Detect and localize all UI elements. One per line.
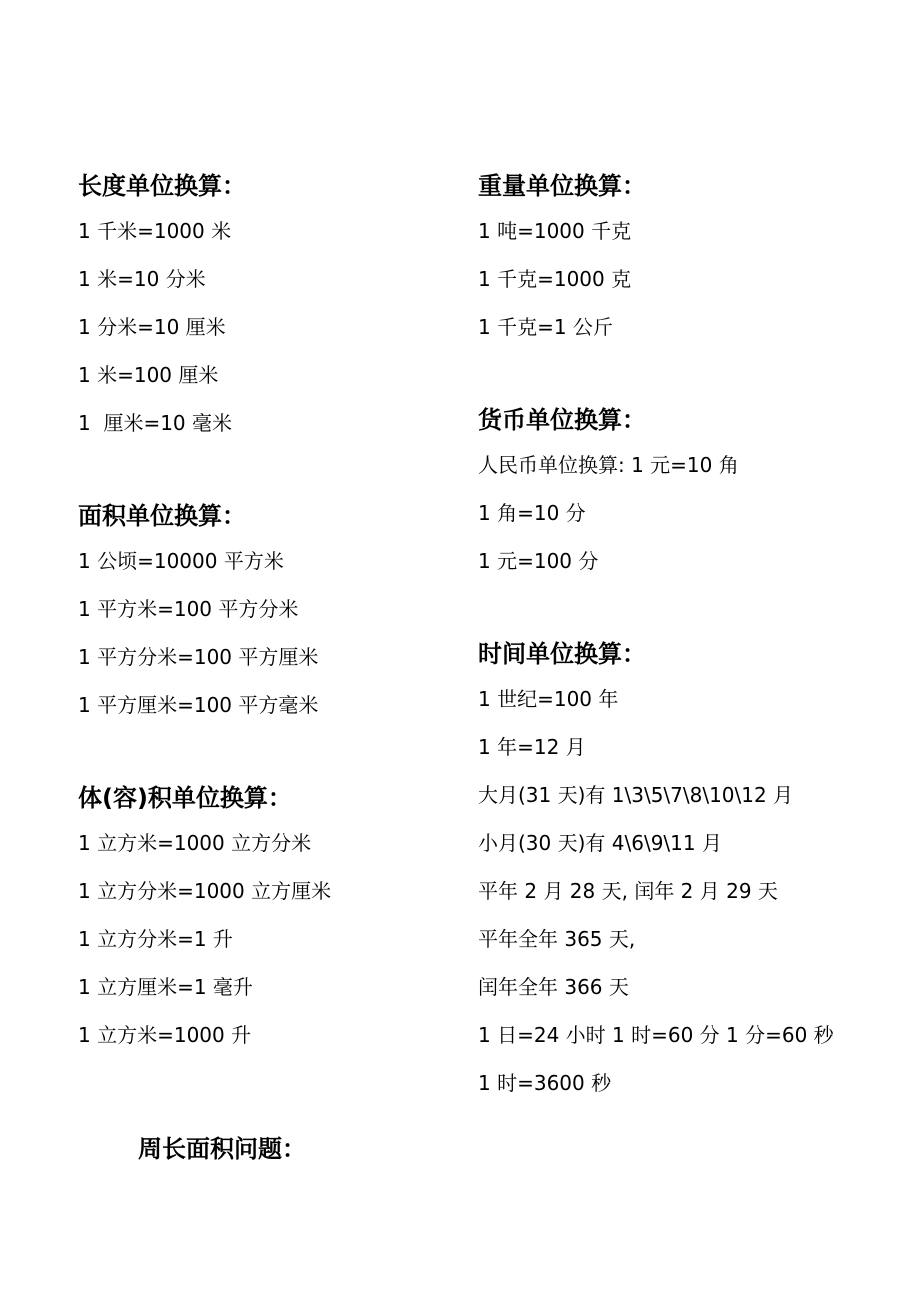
volume-line-2: 1 立方分米=1000 立方厘米 <box>78 879 332 903</box>
area-section <box>78 495 458 729</box>
time-section <box>478 633 898 1107</box>
length-heading: 长度单位换算： <box>78 172 246 200</box>
length-line-2: 1 米=10 分米 <box>78 267 206 291</box>
spacer <box>478 585 898 633</box>
weight-line-3: 1 千克=1 公斤 <box>478 315 613 339</box>
time-line-4: 小月(30 天)有 4\6\9\11 月 <box>478 831 722 855</box>
weight-line-2: 1 千克=1000 克 <box>478 267 632 291</box>
volume-line-5: 1 立方米=1000 升 <box>78 1023 252 1047</box>
currency-line-2: 1 角=10 分 <box>478 501 586 525</box>
area-line-3: 1 平方分米=100 平方厘米 <box>78 645 319 669</box>
right-column <box>478 165 898 1107</box>
length-line-4: 1 米=100 厘米 <box>78 363 219 387</box>
area-line-1: 1 公顷=10000 平方米 <box>78 549 284 573</box>
currency-section <box>478 399 898 585</box>
time-line-2: 1 年=12 月 <box>478 735 586 759</box>
length-line-1: 1 千米=1000 米 <box>78 219 232 243</box>
currency-line-1: 人民币单位换算: 1 元=10 角 <box>478 453 739 477</box>
length-section <box>78 165 458 447</box>
volume-heading: 体(容)积单位换算： <box>78 784 292 812</box>
spacer <box>478 351 898 399</box>
time-line-1: 1 世纪=100 年 <box>478 687 619 711</box>
currency-line-3: 1 元=100 分 <box>478 549 599 573</box>
area-line-2: 1 平方米=100 平方分米 <box>78 597 299 621</box>
time-line-3: 大月(31 天)有 1\3\5\7\8\10\12 月 <box>478 783 794 807</box>
time-line-6: 平年全年 365 天, <box>478 927 636 951</box>
volume-line-3: 1 立方分米=1 升 <box>78 927 233 951</box>
spacer <box>78 729 458 777</box>
spacer <box>78 447 458 495</box>
currency-heading: 货币单位换算： <box>478 406 646 434</box>
perimeter-area-heading: 周长面积问题： <box>138 1135 306 1163</box>
time-line-9: 1 时=3600 秒 <box>478 1071 612 1095</box>
area-heading: 面积单位换算： <box>78 502 246 530</box>
time-line-5: 平年 2 月 28 天, 闰年 2 月 29 天 <box>478 879 778 903</box>
time-line-8: 1 日=24 小时 1 时=60 分 1 分=60 秒 <box>478 1023 834 1047</box>
volume-line-1: 1 立方米=1000 立方分米 <box>78 831 312 855</box>
time-heading: 时间单位换算： <box>478 640 646 668</box>
volume-line-4: 1 立方厘米=1 毫升 <box>78 975 253 999</box>
volume-section <box>78 777 458 1059</box>
length-line-3: 1 分米=10 厘米 <box>78 315 226 339</box>
area-line-4: 1 平方厘米=100 平方毫米 <box>78 693 319 717</box>
weight-section <box>478 165 898 351</box>
length-line-5: 1 厘米=10 毫米 <box>78 411 233 435</box>
weight-heading: 重量单位换算： <box>478 172 646 200</box>
weight-line-1: 1 吨=1000 千克 <box>478 219 632 243</box>
left-column <box>78 165 458 1059</box>
time-line-7: 闰年全年 366 天 <box>478 975 629 999</box>
